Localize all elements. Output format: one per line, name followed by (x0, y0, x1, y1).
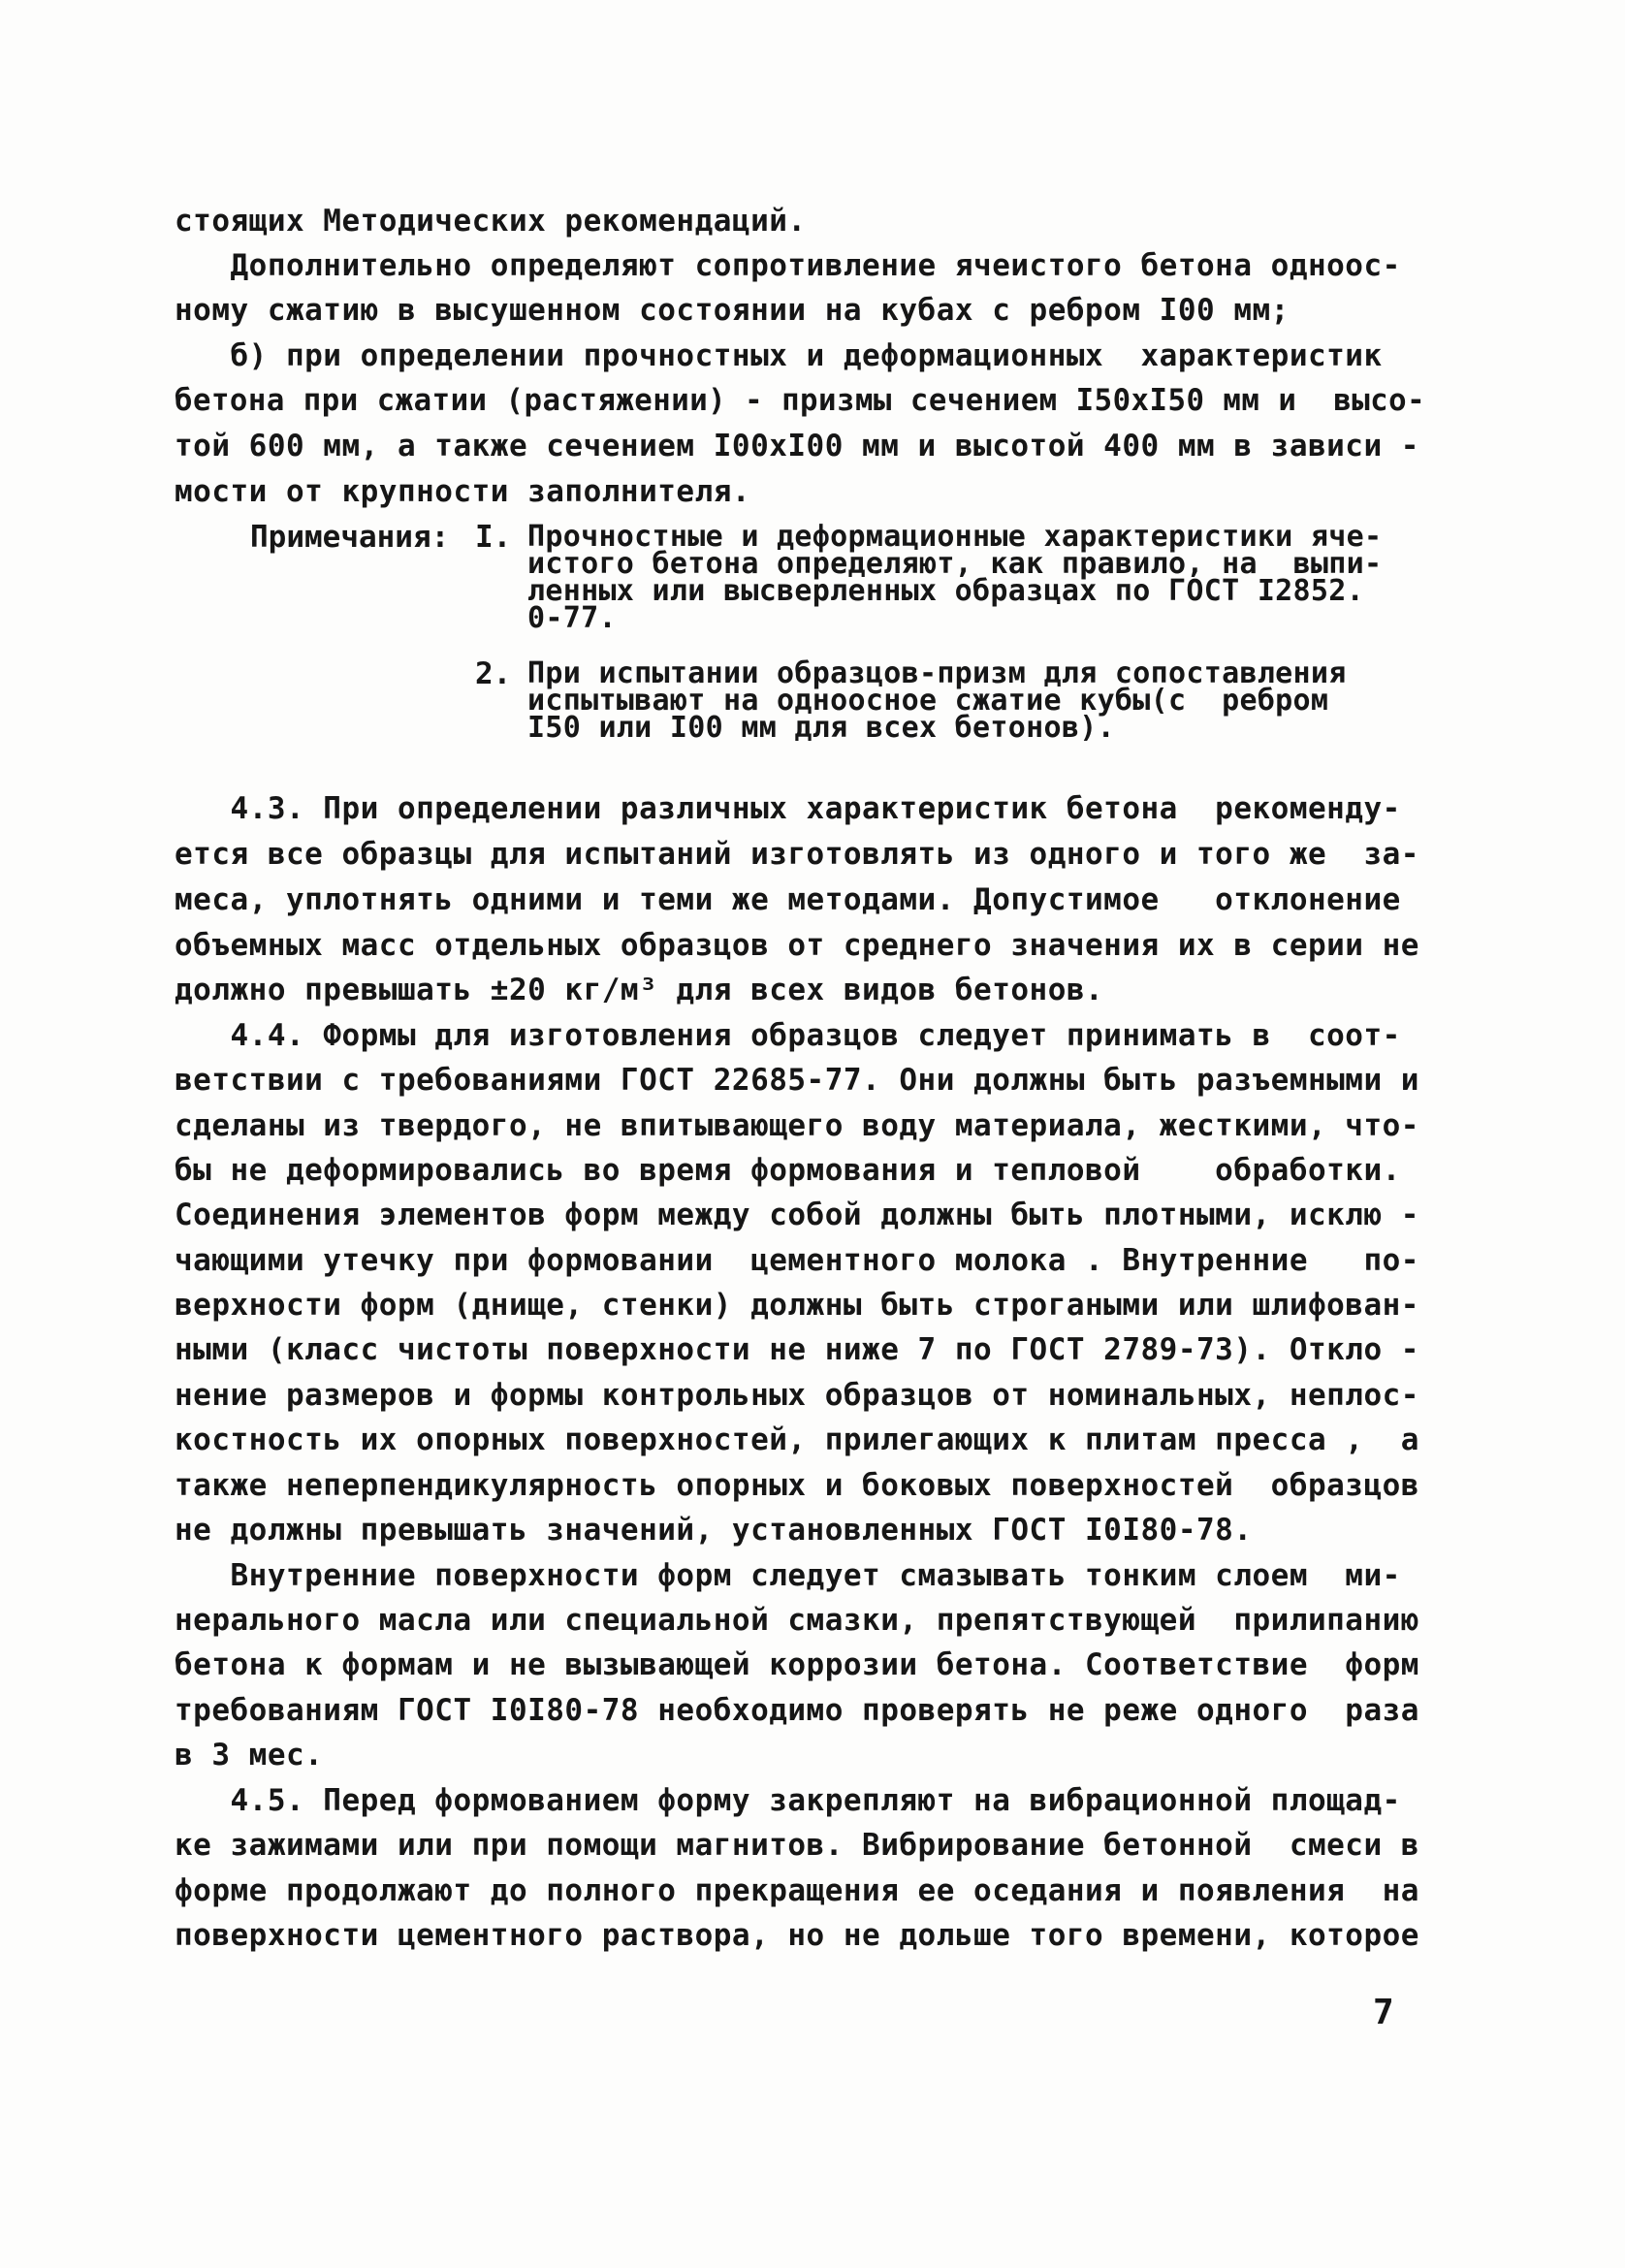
text-line: нение размеров и формы контрольных образцов от номинальных, неплос- (175, 1378, 1419, 1413)
text-line: Соединения элементов форм между собой должны быть плотными, исклю - (175, 1198, 1419, 1232)
text-line: 4.4. Формы для изготовления образцов следует принимать в соот- (175, 1018, 1401, 1053)
text-line: костность их опорных поверхностей, прилегающих к плитам пресса , а (175, 1422, 1419, 1457)
text-line: Внутренние поверхности форм следует смазывать тонким слоем ми- (175, 1558, 1401, 1593)
text-line: ветствии с требованиями ГОСТ 22685-77. Они должны быть разъемными и (175, 1063, 1419, 1098)
text-line: 4.3. При определении различных характеристик бетона рекоменду- (175, 791, 1401, 826)
text-line: сделаны из твердого, не впитывающего воду материала, жесткими, что- (175, 1108, 1419, 1143)
text-line: мости от крупности заполнителя. (175, 474, 751, 509)
text-line: ке зажимами или при помощи магнитов. Вибрирование бетонной смеси в (175, 1828, 1419, 1863)
note-text-line: 0-77. (527, 601, 617, 635)
text-line: также неперпендикулярность опорных и боковых поверхностей образцов (175, 1468, 1419, 1503)
note-text-line: I50 или I00 мм для всех бетонов). (527, 711, 1115, 745)
text-line: ется все образцы для испытаний изготовлять из одного и того же за- (175, 837, 1419, 872)
text-line: не должны превышать значений, установленных ГОСТ I0I80-78. (175, 1513, 1253, 1548)
text-line: чающими утечку при формовании цементного молока . Внутренние по- (175, 1243, 1419, 1278)
note-number: I. (475, 520, 512, 555)
text-line: Дополнительно определяют сопротивление ячеистого бетона одноос- (175, 248, 1401, 283)
note-text-line: Прочностные и деформационные характеристики яче- (527, 520, 1383, 554)
notes-label: Примечания: (250, 520, 450, 555)
text-line: той 600 мм, а также сечением I00xI00 мм и высотой 400 мм в зависи - (175, 429, 1419, 463)
text-line: ному сжатию в высушенном состоянии на кубах с ребром I00 мм; (175, 293, 1290, 328)
text-line: бетона к формам и не вызывающей коррозии бетона. Соответствие форм (175, 1647, 1419, 1682)
text-line: поверхности цементного раствора, но не дольше того времени, которое (175, 1918, 1419, 1953)
note-text-line: истого бетона определяют, как правило, на выпи- (527, 547, 1383, 581)
text-line: меса, уплотнять одними и теми же методами. Допустимое отклонение (175, 882, 1401, 917)
text-line: бы не деформировались во время формования и тепловой обработки. (175, 1153, 1401, 1188)
text-line: ными (класс чистоты поверхности не ниже 7 по ГОСТ 2789-73). Откло - (175, 1332, 1419, 1367)
text-line: 4.5. Перед формованием форму закрепляют на вибрационной площад- (175, 1783, 1401, 1818)
note-text-line: ленных или высверленных образцах по ГОСТ I2852. (527, 574, 1364, 608)
note-text-line: испытывают на одноосное сжатие кубы(с ребром (527, 684, 1329, 718)
text-line: форме продолжают до полного прекращения ее оседания и появления на (175, 1873, 1419, 1908)
page-number: 7 (1373, 1993, 1394, 2032)
text-line: должно превышать ±20 кг/м³ для всех видов бетонов. (175, 973, 1104, 1007)
text-line: объемных масс отдельных образцов от среднего значения их в серии не (175, 928, 1419, 963)
text-line: бетона при сжатии (растяжении) - призмы сечением I50xI50 мм и высо- (175, 383, 1426, 418)
note-number: 2. (475, 656, 512, 691)
note-text-line: При испытании образцов-призм для сопоставления (527, 656, 1347, 690)
text-line: нерального масла или специальной смазки, препятствующей прилипанию (175, 1603, 1419, 1638)
text-line: требованиям ГОСТ I0I80-78 необходимо проверять не реже одного раза (175, 1693, 1419, 1728)
text-line: верхности форм (днище, стенки) должны быть строгаными или шлифован- (175, 1288, 1419, 1323)
text-line: стоящих Методических рекомендаций. (175, 204, 807, 239)
text-line: б) при определении прочностных и деформационных характеристик (175, 338, 1383, 373)
text-line: в 3 мес. (175, 1738, 324, 1773)
